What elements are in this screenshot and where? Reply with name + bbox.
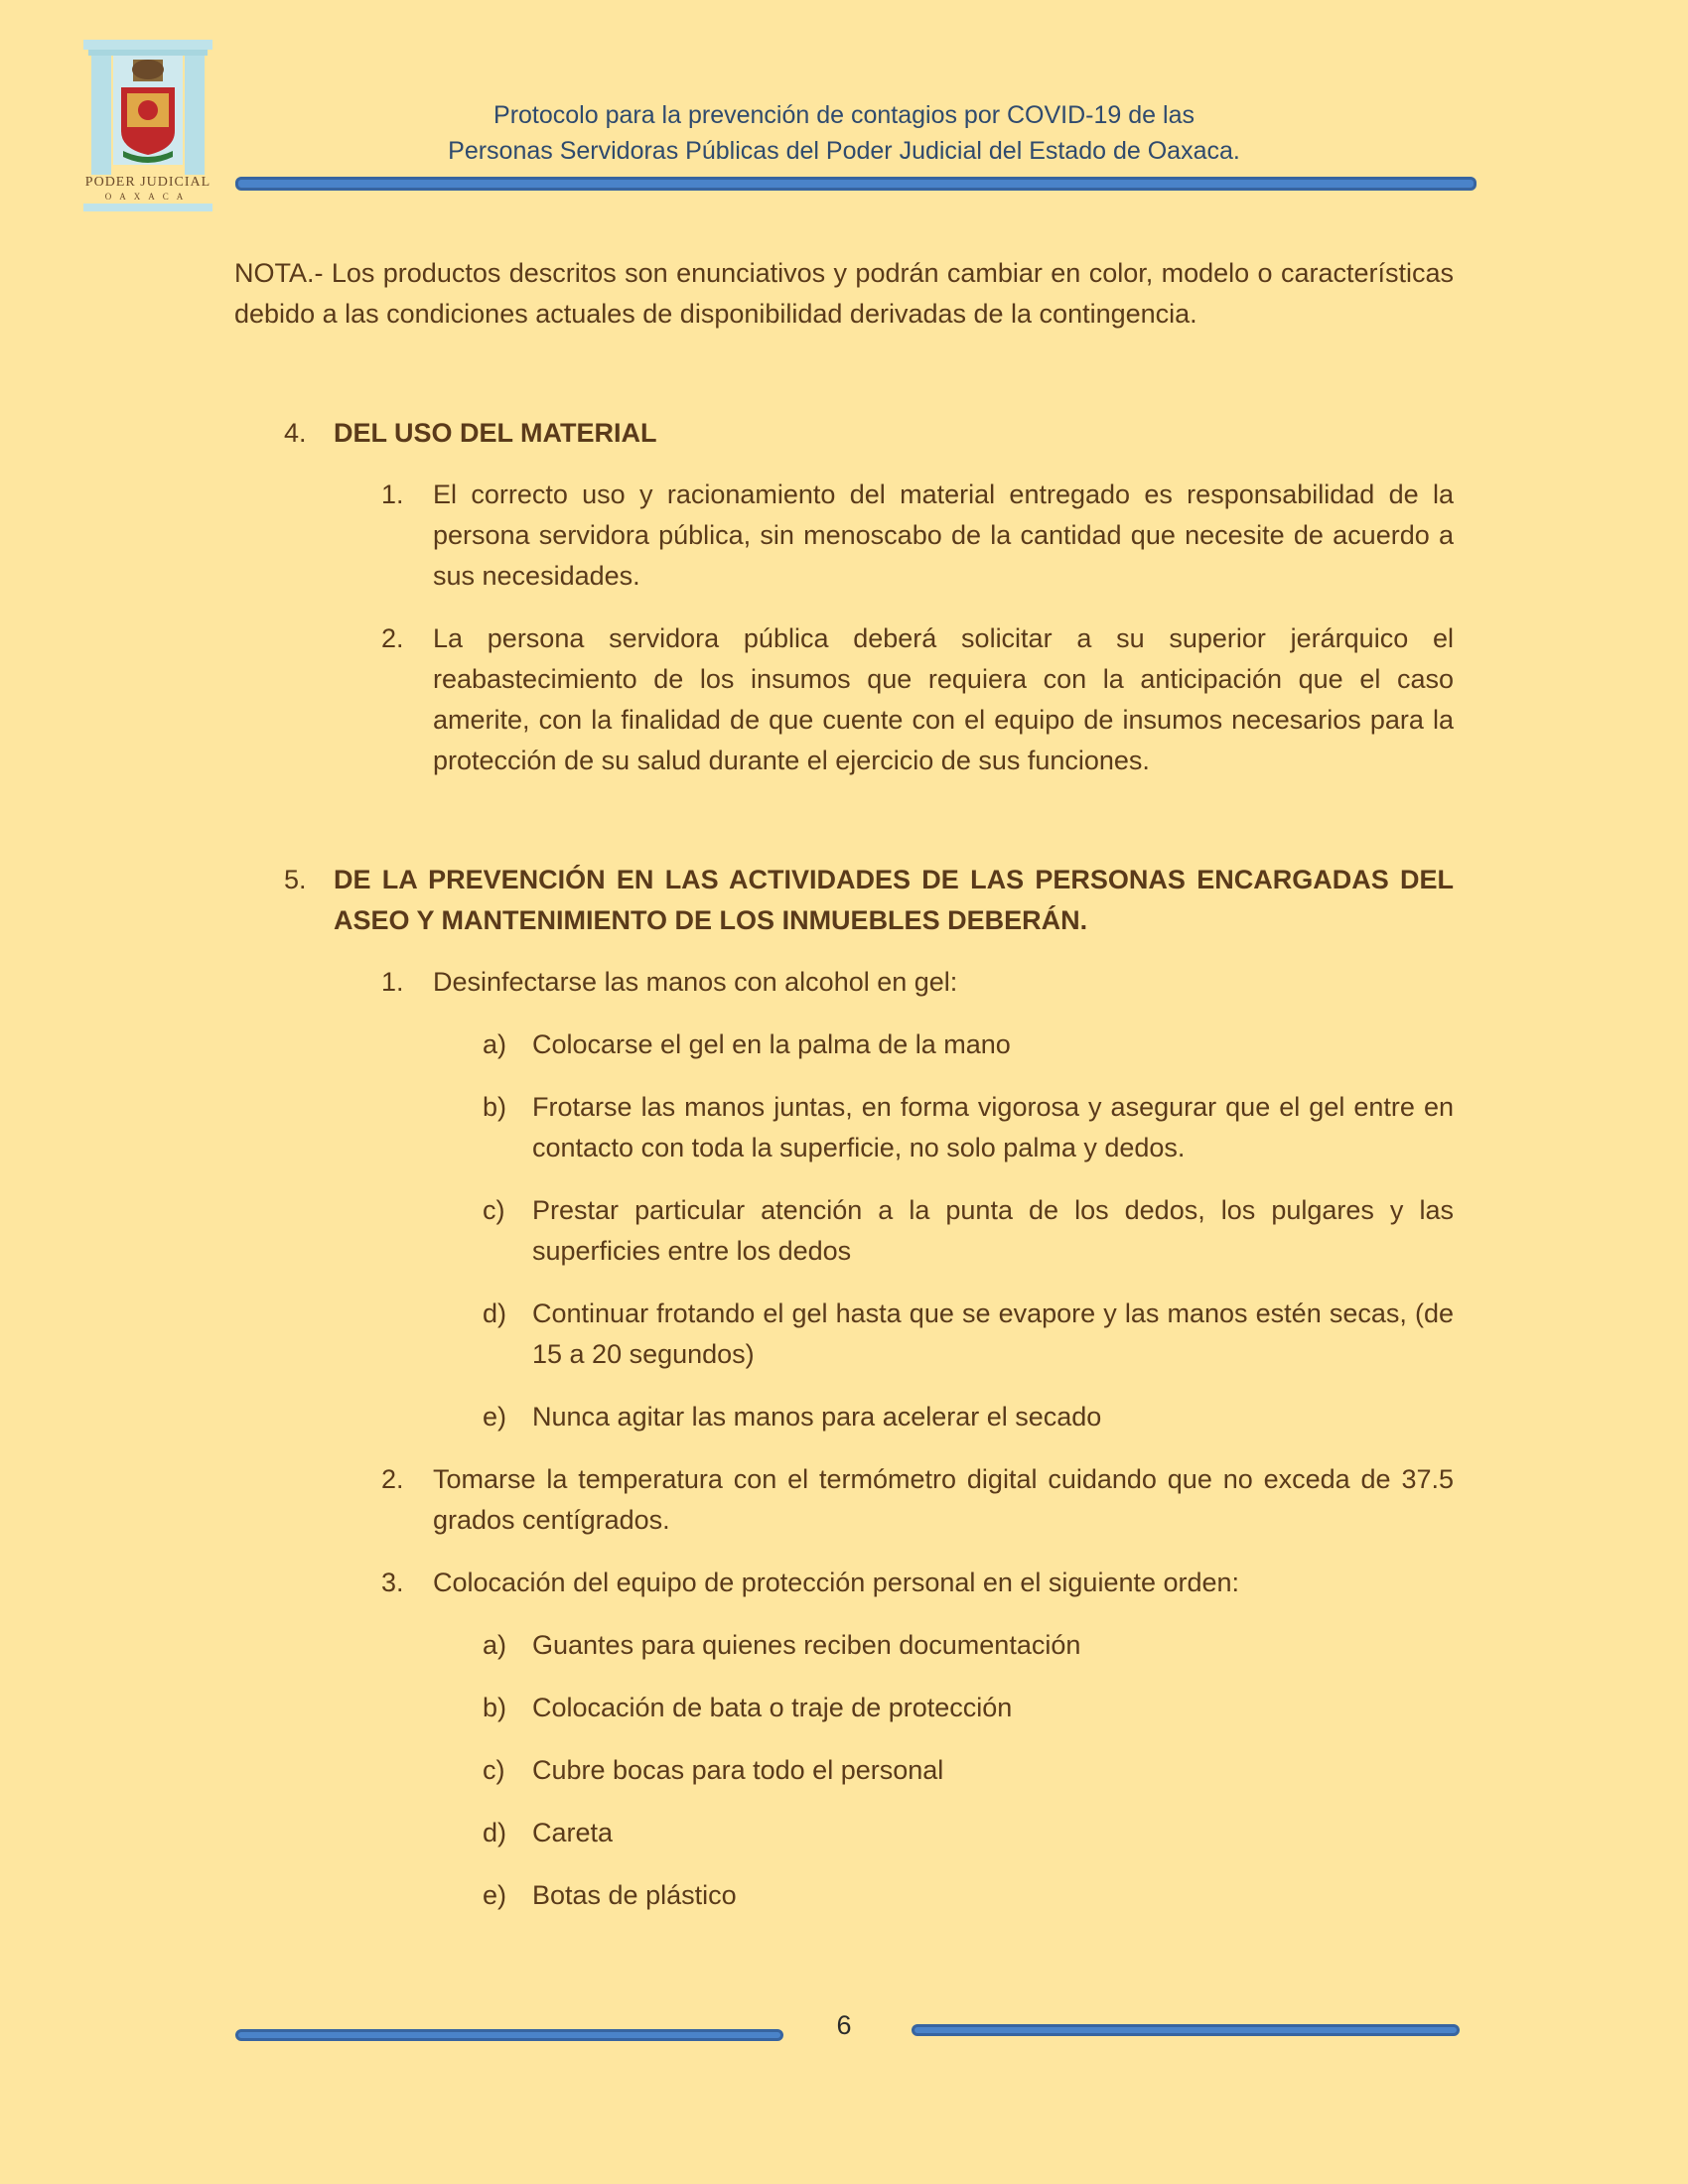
sub-list-item (234, 1688, 1454, 1728)
logo-line2: OAXACA (104, 192, 192, 202)
list-item (234, 618, 1454, 781)
item-text: Colocación del equipo de protección personal en el siguiente orden: (433, 1568, 1240, 1597)
sub-item-letter: c) (483, 1755, 505, 1785)
sub-list-item (234, 1294, 1454, 1375)
section-5-number: 5. (284, 865, 307, 894)
item-text: El correcto uso y racionamiento del material entregado es responsabilidad de la persona servidora pública, sin menoscabo de la cantidad que necesite de acuerdo a sus necesidades. (433, 479, 1454, 591)
sub-list-item (234, 1087, 1454, 1168)
note-paragraph: NOTA.- Los productos descritos son enunciativos y podrán cambiar en color, modelo o características debido a las condiciones actuales de disponibilidad derivadas de la contingencia. (234, 258, 1454, 329)
section-4-number: 4. (284, 418, 307, 448)
sub-item-text: Continuar frotando el gel hasta que se evapore y las manos estén secas, (de 15 a 20 segundos) (532, 1298, 1454, 1369)
sub-item-letter: b) (483, 1693, 507, 1722)
item-number: 3. (381, 1568, 404, 1597)
item-number: 2. (381, 623, 404, 653)
sub-item-letter: a) (483, 1630, 507, 1660)
sub-item-text: Careta (532, 1818, 614, 1847)
footer-divider-right (912, 2024, 1460, 2036)
sub-item-text: Guantes para quienes reciben documentación (532, 1630, 1081, 1660)
sub-item-letter: b) (483, 1092, 507, 1122)
section-4-title: DEL USO DEL MATERIAL (334, 418, 657, 448)
logo-caption (83, 175, 212, 202)
sub-item-text: Cubre bocas para todo el personal (532, 1755, 944, 1785)
list-item (234, 475, 1454, 597)
list-item (234, 1459, 1454, 1541)
item-number: 2. (381, 1464, 404, 1494)
sub-item-text: Nunca agitar las manos para acelerar el secado (532, 1402, 1102, 1432)
sub-item-text: Botas de plástico (532, 1880, 737, 1910)
page-number: 6 (836, 2010, 852, 2040)
logo-line1: PODER JUDICIAL (84, 175, 211, 190)
sub-item-letter: d) (483, 1298, 507, 1328)
sub-item-text: Frotarse las manos juntas, en forma vigorosa y asegurar que el gel entre en contacto con toda la superficie, no solo palma y dedos. (532, 1092, 1454, 1162)
sub-item-text: Colocarse el gel en la palma de la mano (532, 1029, 1011, 1059)
list-item (234, 1563, 1454, 1603)
item-number: 1. (381, 967, 404, 997)
section-5-heading (234, 860, 1454, 941)
header-title-line2: Personas Servidoras Públicas del Poder Judicial del Estado de Oaxaca. (448, 137, 1240, 165)
sub-list-item (234, 1397, 1454, 1437)
sub-list-item (234, 1750, 1454, 1791)
list-item (234, 962, 1454, 1003)
sub-list-item (234, 1625, 1454, 1666)
sub-list-item (234, 1190, 1454, 1272)
sub-list-item (234, 1813, 1454, 1853)
sub-item-letter: a) (483, 1029, 507, 1059)
header-divider-bar (235, 177, 1477, 191)
sub-item-text: Colocación de bata o traje de protección (532, 1693, 1013, 1722)
sub-list-item (234, 1875, 1454, 1916)
footer-divider-left (235, 2029, 783, 2041)
document-header-title (278, 97, 1410, 169)
sub-item-letter: c) (483, 1195, 505, 1225)
section-5-title: DE LA PREVENCIÓN EN LAS ACTIVIDADES DE LAS PERSONAS ENCARGADAS DEL ASEO Y MANTENIMIENTO DE LOS INMUEBLES DEBERÁN. (334, 865, 1454, 935)
section-4-heading (234, 413, 1454, 454)
item-text: Tomarse la temperatura con el termómetro digital cuidando que no exceda de 37.5 grados centígrados. (433, 1464, 1454, 1535)
sub-item-letter: e) (483, 1880, 507, 1910)
sub-list-item (234, 1024, 1454, 1065)
sub-item-letter: d) (483, 1818, 507, 1847)
document-body (234, 253, 1454, 1916)
item-text: Desinfectarse las manos con alcohol en gel: (433, 967, 958, 997)
item-number: 1. (381, 479, 404, 509)
header-title-line1: Protocolo para la prevención de contagios por COVID-19 de las (493, 101, 1195, 129)
sub-item-text: Prestar particular atención a la punta de los dedos, los pulgares y las superficies entre los dedos (532, 1195, 1454, 1266)
sub-item-letter: e) (483, 1402, 507, 1432)
item-text: La persona servidora pública deberá solicitar a su superior jerárquico el reabastecimiento de los insumos que requiera con la anticipación que el caso amerite, con la finalidad de que cuente con el equipo de insumos necesarios para la protección de su salud durante el ejercicio de sus funciones. (433, 623, 1454, 775)
